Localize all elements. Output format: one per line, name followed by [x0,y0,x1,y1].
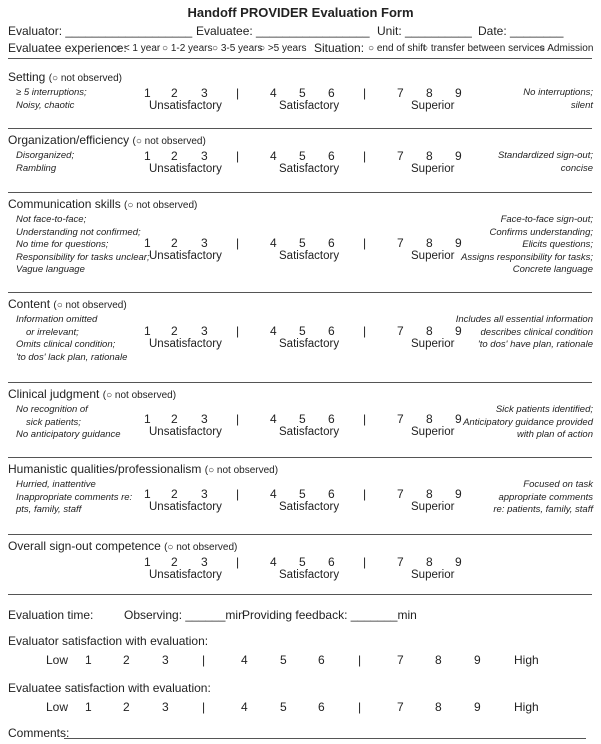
rating-option-3[interactable]: 3 [201,149,208,163]
divider [8,457,592,458]
rating-option-7[interactable]: 7 [397,149,404,163]
right-descriptor: Concrete language [512,264,593,275]
satisfactory-label: Satisfactory [279,163,340,175]
low-label: Low [46,653,69,667]
satisfaction-title: Evaluatee satisfaction with evaluation: [8,681,211,695]
scale-divider: | [236,324,240,338]
evaluation-time-label: Evaluation time: [8,608,94,622]
scale-divider: | [363,412,367,426]
rating-option-7[interactable]: 7 [397,236,404,250]
right-descriptor: re: patients, family, staff [493,504,593,515]
rating-option-5[interactable]: 5 [299,412,306,426]
rating-option-6[interactable]: 6 [328,555,335,569]
right-descriptor: Elicits questions; [522,239,593,250]
situation-option-transfer[interactable]: ○ transfer between services [422,43,545,54]
left-descriptor: Information omitted [16,314,98,325]
left-descriptor: Hurried, inattentive [16,479,96,490]
evaluatee-field[interactable]: Evaluatee: _________________ [196,24,370,38]
high-label: High [514,700,539,714]
scale-divider: | [236,555,240,569]
section-title-text: Organization/efficiency [8,133,130,147]
satisfaction-option-3[interactable]: 3 [162,653,169,667]
satisfactory-label: Satisfactory [279,501,340,513]
scale-divider: | [363,324,367,338]
section-title [8,462,278,476]
rating-option-1[interactable]: 1 [144,149,151,163]
satisfaction-option-9[interactable]: 9 [474,700,481,714]
section-title-text: Communication skills [8,197,121,211]
section-title-text: Setting [8,70,46,84]
divider [8,534,592,535]
scale-divider: | [358,653,362,667]
right-descriptor: Face-to-face sign-out; [500,214,593,225]
rating-option-4[interactable]: 4 [270,487,277,501]
rating-option-5[interactable]: 5 [299,236,306,250]
rating-option-1[interactable]: 1 [144,555,151,569]
superior-label: Superior [411,100,455,112]
left-descriptor: Not face-to-face; [16,214,87,225]
superior-label: Superior [411,163,455,175]
rating-option-8[interactable]: 8 [426,412,433,426]
right-descriptor: appropriate comments [498,491,593,503]
unsatisfactory-label: Unsatisfactory [149,569,222,581]
divider [8,292,592,293]
satisfaction-option-4[interactable]: 4 [241,653,248,667]
unsatisfactory-label: Unsatisfactory [149,163,222,175]
rating-option-8[interactable]: 8 [426,324,433,338]
divider [8,594,592,595]
right-descriptor: describes clinical condition [480,326,593,338]
left-descriptor: Vague language [16,264,85,275]
feedback-time-field[interactable]: Providing feedback: _______min [242,608,417,622]
left-descriptor: pts, family, staff [16,504,82,515]
rating-option-6[interactable]: 6 [328,412,335,426]
experience-label: Evaluatee experience: [8,41,127,55]
scale-divider: | [358,700,362,714]
rating-option-9[interactable]: 9 [455,86,462,100]
rating-option-8[interactable]: 8 [426,86,433,100]
rating-option-7[interactable]: 7 [397,86,404,100]
not-observed-option[interactable]: (○ not observed) [164,542,238,553]
rating-option-4[interactable]: 4 [270,86,277,100]
satisfactory-label: Satisfactory [279,100,340,112]
satisfaction-option-4[interactable]: 4 [241,700,248,714]
rating-option-5[interactable]: 5 [299,86,306,100]
right-descriptor: Assigns responsibility for tasks; [461,251,593,263]
left-descriptor: No time for questions; [16,239,109,250]
rating-option-9[interactable]: 9 [455,487,462,501]
scale-divider: | [363,555,367,569]
unsatisfactory-label: Unsatisfactory [149,100,222,112]
not-observed-option[interactable]: (○ not observed) [132,136,206,147]
right-descriptor: Sick patients identified; [495,404,593,415]
left-descriptor: sick patients; [26,416,81,428]
right-descriptor: Standardized sign-out; [497,150,593,161]
rating-option-9[interactable]: 9 [455,149,462,163]
scale-divider: | [202,653,206,667]
unsatisfactory-label: Unsatisfactory [149,338,222,350]
section-title-text: Humanistic qualities/professionalism [8,462,202,476]
satisfactory-label: Satisfactory [279,250,340,262]
right-descriptor: No interruptions; [523,87,593,98]
rating-option-4[interactable]: 4 [270,412,277,426]
rating-option-3[interactable]: 3 [201,487,208,501]
superior-label: Superior [411,426,455,438]
situation-label: Situation: [314,41,365,55]
right-descriptor: concise [560,162,593,174]
rating-option-1[interactable]: 1 [144,487,151,501]
rating-option-1[interactable]: 1 [144,412,151,426]
rating-option-5[interactable]: 5 [299,555,306,569]
experience-option-1-2[interactable]: ○ 1-2 years [162,43,213,54]
rating-option-5[interactable]: 5 [299,324,306,338]
satisfaction-option-5[interactable]: 5 [280,700,287,714]
rating-option-2[interactable]: 2 [171,487,178,501]
rating-option-3[interactable]: 3 [201,324,208,338]
right-descriptor: Includes all essential information [455,314,593,325]
right-descriptor: silent [570,99,593,111]
right-descriptor: Confirms understanding; [489,226,593,238]
left-descriptor: Understanding not confirmed; [16,226,141,238]
satisfaction-option-9[interactable]: 9 [474,653,481,667]
superior-label: Superior [411,569,455,581]
section-title-text: Content [8,297,51,311]
satisfaction-option-8[interactable]: 8 [435,653,442,667]
scale-divider: | [236,236,240,250]
rating-option-2[interactable]: 2 [171,412,178,426]
experience-option-lt1[interactable]: ○ < 1 year [115,43,161,54]
low-label: Low [46,700,69,714]
rating-option-9[interactable]: 9 [455,412,462,426]
section-title [8,297,127,311]
left-descriptor: Rambling [16,162,57,174]
rating-option-3[interactable]: 3 [201,236,208,250]
satisfaction-option-5[interactable]: 5 [280,653,287,667]
rating-option-6[interactable]: 6 [328,324,335,338]
rating-option-6[interactable]: 6 [328,86,335,100]
form-title: Handoff PROVIDER Evaluation Form [187,5,414,20]
rating-option-5[interactable]: 5 [299,149,306,163]
superior-label: Superior [411,338,455,350]
scale-divider: | [363,487,367,501]
divider [8,382,592,383]
right-descriptor: 'to dos' have plan, rationale [477,339,593,350]
rating-option-2[interactable]: 2 [171,86,178,100]
scale-divider: | [363,149,367,163]
left-descriptor: Inappropriate comments re: [16,491,133,503]
left-descriptor: Noisy, chaotic [16,99,75,111]
situation-option-shift[interactable]: ○ end of shift [368,43,426,54]
high-label: High [514,653,539,667]
unit-field[interactable]: Unit: __________ [377,24,472,38]
left-descriptor: No anticipatory guidance [16,429,121,440]
section-title [8,133,206,147]
left-descriptor: or irrelevant; [26,326,79,338]
left-descriptor: 'to dos' lack plan, rationale [16,351,128,363]
section-title [8,539,237,553]
rating-option-3[interactable]: 3 [201,86,208,100]
section-title-text: Clinical judgment [8,387,100,401]
not-observed-option[interactable]: (○ not observed) [204,465,279,476]
rating-option-9[interactable]: 9 [455,236,462,250]
rating-option-4[interactable]: 4 [270,555,277,569]
satisfaction-option-1[interactable]: 1 [85,653,92,667]
satisfaction-option-6[interactable]: 6 [318,653,325,667]
rating-option-6[interactable]: 6 [328,487,335,501]
section-title [8,70,122,84]
divider [8,128,592,129]
experience-option-3-5[interactable]: ○ 3-5 years [212,43,263,54]
experience-option-gt5[interactable]: ○ >5 years [259,43,307,54]
scale-divider: | [236,149,240,163]
satisfaction-option-6[interactable]: 6 [318,700,325,714]
scale-divider: | [236,86,240,100]
not-observed-option[interactable]: (○ not observed) [48,73,122,84]
unsatisfactory-label: Unsatisfactory [149,501,222,513]
rating-option-7[interactable]: 7 [397,324,404,338]
rating-option-3[interactable]: 3 [201,555,208,569]
unsatisfactory-label: Unsatisfactory [149,426,222,438]
rating-option-6[interactable]: 6 [328,149,335,163]
rating-option-5[interactable]: 5 [299,487,306,501]
satisfactory-label: Satisfactory [279,569,340,581]
scale-divider: | [236,412,240,426]
scale-divider: | [202,700,206,714]
not-observed-option[interactable]: (○ not observed) [124,200,198,211]
satisfaction-option-2[interactable]: 2 [123,653,130,667]
left-descriptor: ≥ 5 interruptions; [16,87,87,98]
divider [8,192,592,193]
left-descriptor: Responsibility for tasks unclear; [16,251,150,263]
right-descriptor: with plan of action [516,429,593,440]
rating-option-1[interactable]: 1 [144,236,151,250]
situation-option-admission[interactable]: ○ Admission [539,43,594,54]
unsatisfactory-label: Unsatisfactory [149,250,222,262]
rating-option-4[interactable]: 4 [270,324,277,338]
scale-divider: | [236,487,240,501]
satisfactory-label: Satisfactory [279,426,340,438]
rating-option-9[interactable]: 9 [455,555,462,569]
rating-option-2[interactable]: 2 [171,555,178,569]
divider [8,58,592,59]
rating-option-8[interactable]: 8 [426,149,433,163]
satisfaction-option-3[interactable]: 3 [162,700,169,714]
rating-option-2[interactable]: 2 [171,324,178,338]
not-observed-option[interactable]: (○ not observed) [53,300,127,311]
comments-label: Comments: [8,726,70,740]
rating-option-7[interactable]: 7 [397,412,404,426]
superior-label: Superior [411,250,455,262]
rating-option-1[interactable]: 1 [144,324,151,338]
right-descriptor: Focused on task [523,479,593,490]
left-descriptor: No recognition of [16,404,88,415]
satisfaction-option-8[interactable]: 8 [435,700,442,714]
rating-option-4[interactable]: 4 [270,236,277,250]
section-title [8,197,197,211]
rating-option-2[interactable]: 2 [171,149,178,163]
section-title [8,387,176,401]
section-title-text: Overall sign-out competence [8,539,161,553]
rating-option-1[interactable]: 1 [144,86,151,100]
not-observed-option[interactable]: (○ not observed) [102,390,177,401]
satisfactory-label: Satisfactory [279,338,340,350]
observing-time-field[interactable]: Observing: ______min [124,608,245,622]
superior-label: Superior [411,501,455,513]
scale-divider: | [363,236,367,250]
rating-option-9[interactable]: 9 [455,324,462,338]
evaluator-field[interactable]: Evaluator: ___________________ [8,24,193,38]
satisfaction-option-1[interactable]: 1 [85,700,92,714]
date-field[interactable]: Date: ________ [478,24,564,38]
rating-option-8[interactable]: 8 [426,555,433,569]
left-descriptor: Disorganized; [16,150,75,161]
satisfaction-option-7[interactable]: 7 [397,700,404,714]
rating-option-7[interactable]: 7 [397,555,404,569]
rating-option-7[interactable]: 7 [397,487,404,501]
rating-option-6[interactable]: 6 [328,236,335,250]
rating-option-8[interactable]: 8 [426,236,433,250]
rating-option-3[interactable]: 3 [201,412,208,426]
satisfaction-option-2[interactable]: 2 [123,700,130,714]
satisfaction-option-7[interactable]: 7 [397,653,404,667]
satisfaction-title: Evaluator satisfaction with evaluation: [8,634,209,648]
scale-divider: | [363,86,367,100]
comments-line[interactable] [64,738,586,739]
rating-option-2[interactable]: 2 [171,236,178,250]
rating-option-4[interactable]: 4 [270,149,277,163]
left-descriptor: Omits clinical condition; [16,339,116,350]
right-descriptor: Anticipatory guidance provided [463,416,593,428]
rating-option-8[interactable]: 8 [426,487,433,501]
